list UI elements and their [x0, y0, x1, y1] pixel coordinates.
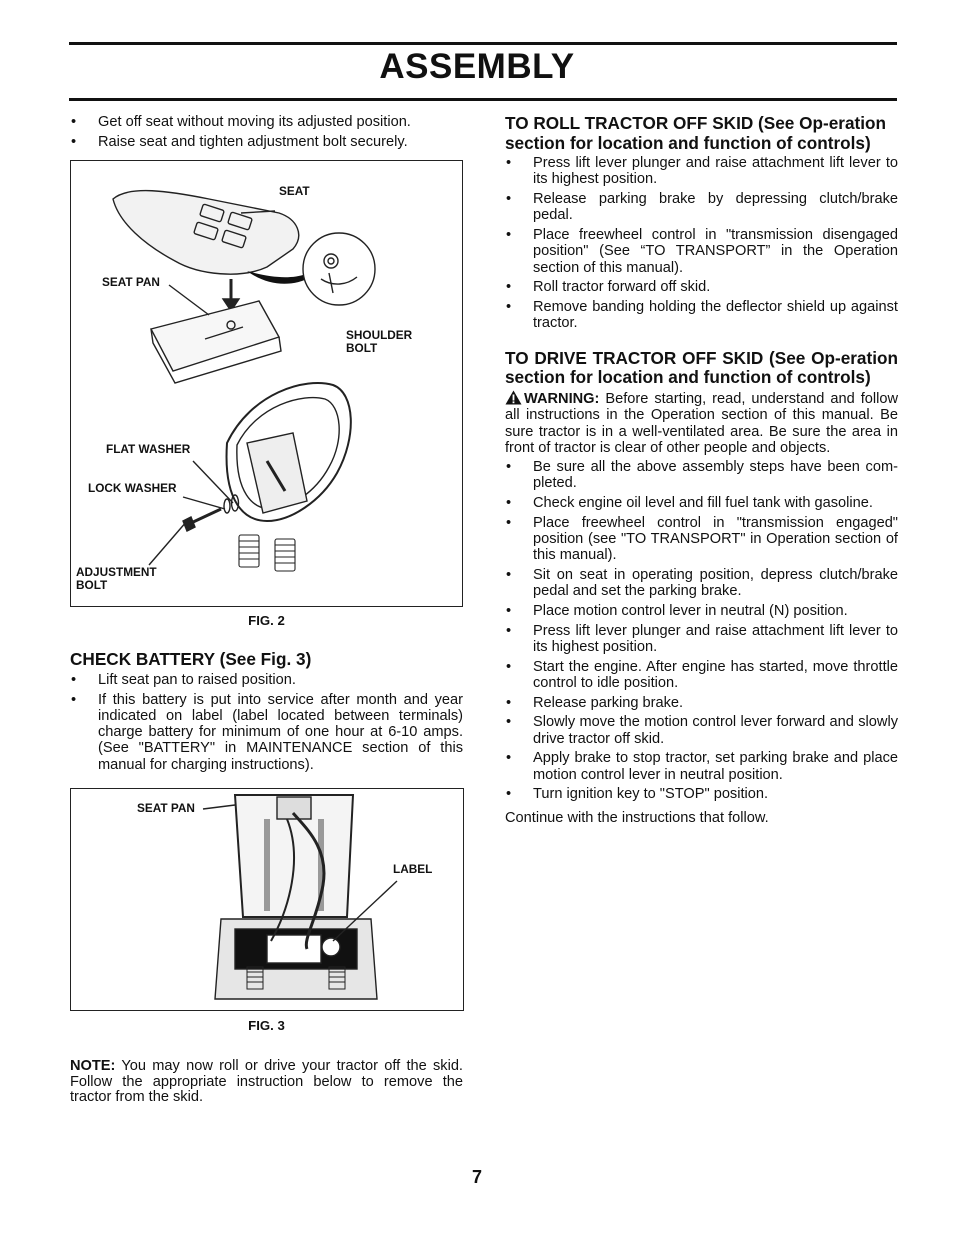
drive-step-item: • Apply brake to stop tractor, set parking brake and place motion control lever in neutral position. — [505, 750, 898, 783]
warning-triangle-icon — [505, 390, 522, 405]
drive-steps-list — [505, 459, 898, 803]
figure-3-caption: FIG. 3 — [248, 1018, 285, 1034]
page-number: 7 — [471, 1167, 482, 1187]
figure-2-seat-assembly — [70, 160, 463, 607]
battery-illustration — [71, 789, 463, 1010]
drive-step-item: • Start the engine. After engine has started, move throttle control to idle position. — [505, 659, 898, 692]
seat-label: SEAT — [279, 183, 310, 198]
warning-label: WARNING: — [524, 390, 600, 407]
battery-step-item: • If this battery is put into service after month and year indicated on label (label located between terminals) charge battery for minimum of one hour at 6-10 amps. (See "BATTERY" in MAINTENANCE section of this manual for charging instructions). — [70, 692, 463, 773]
warning-paragraph — [505, 390, 898, 456]
note-text: You may now roll or drive your tractor off the skid. Follow the appropriate instruction below to remove the tractor from the skid. — [70, 1058, 463, 1105]
seat-assembly-illustration — [71, 161, 462, 606]
page-title: ASSEMBLY — [379, 47, 575, 86]
drive-step-item: • Press lift lever plunger and raise attachment lift lever to its highest position. — [505, 623, 898, 656]
drive-step-item: • Be sure all the above assembly steps have been com-pleted. — [505, 459, 898, 492]
roll-step-item: • Release parking brake by depressing clutch/brake pedal. — [505, 191, 898, 224]
continue-text: Continue with the instructions that follow. — [505, 809, 769, 826]
seat-step-item: • Get off seat without moving its adjusted position. — [70, 114, 463, 130]
fig3-label-label: LABEL — [393, 862, 433, 877]
seat-pan-label: SEAT PAN — [102, 274, 160, 289]
note-label: NOTE: — [70, 1058, 116, 1075]
right-column — [505, 114, 898, 826]
note-paragraph — [70, 1059, 463, 1105]
drive-step-item: • Release parking brake. — [505, 695, 898, 711]
drive-step-item: • Slowly move the motion control lever forward and slowly drive tractor off skid. — [505, 714, 898, 747]
fig3-seat-pan-label: SEAT PAN — [137, 801, 195, 816]
drive-tractor-heading: TO DRIVE TRACTOR OFF SKID (See Op-eration section for location and function of controls) — [505, 347, 898, 388]
figure-3-battery — [70, 788, 464, 1011]
header-bottom-rule — [69, 98, 897, 101]
roll-step-item: • Remove banding holding the deflector shield up against tractor. — [505, 299, 898, 332]
battery-steps-list — [70, 672, 463, 773]
figure-2-caption: FIG. 2 — [248, 612, 285, 628]
drive-step-item: • Sit on seat in operating position, depress clutch/brake pedal and set the parking brake. — [505, 567, 898, 600]
warning-text: Before starting, read, understand and follow all instructions in the Operation section of this manual. Be sure tractor is in a well-ventilated area. Be sure the area in front of tractor is clear of other people and objects. — [505, 390, 898, 456]
roll-steps-list — [505, 155, 898, 332]
roll-step-item: • Press lift lever plunger and raise attachment lift lever to its highest position. — [505, 155, 898, 188]
drive-step-item: • Turn ignition key to "STOP" position. — [505, 786, 898, 802]
seat-step-item: • Raise seat and tighten adjustment bolt securely. — [70, 134, 463, 150]
adjustment-bolt-label: ADJUSTMENT BOLT — [76, 564, 157, 593]
roll-tractor-heading: TO ROLL TRACTOR OFF SKID (See Op-eration section for location and function of controls) — [505, 113, 887, 153]
shoulder-bolt-label: SHOULDER BOLT — [346, 327, 413, 356]
battery-step-item: • Lift seat pan to raised position. — [70, 672, 463, 688]
roll-step-item: • Roll tractor forward off skid. — [505, 279, 898, 295]
lock-washer-label: LOCK WASHER — [88, 480, 177, 495]
drive-step-item: • Place motion control lever in neutral (N) position. — [505, 603, 898, 619]
flat-washer-label: FLAT WASHER — [106, 441, 191, 456]
seat-steps-list — [70, 114, 463, 150]
drive-step-item: • Place freewheel control in "transmission engaged" position (see "TO TRANSPORT" in Operation section of this manual). — [505, 515, 898, 564]
check-battery-heading: CHECK BATTERY (See Fig. 3) — [70, 649, 312, 670]
header-top-rule — [69, 42, 897, 45]
left-column — [70, 114, 463, 1105]
roll-step-item: • Place freewheel control in "transmission disengaged position" (See “TO TRANSPORT” in the Operation section of this manual). — [505, 227, 898, 276]
drive-step-item: • Check engine oil level and fill fuel tank with gasoline. — [505, 495, 898, 511]
